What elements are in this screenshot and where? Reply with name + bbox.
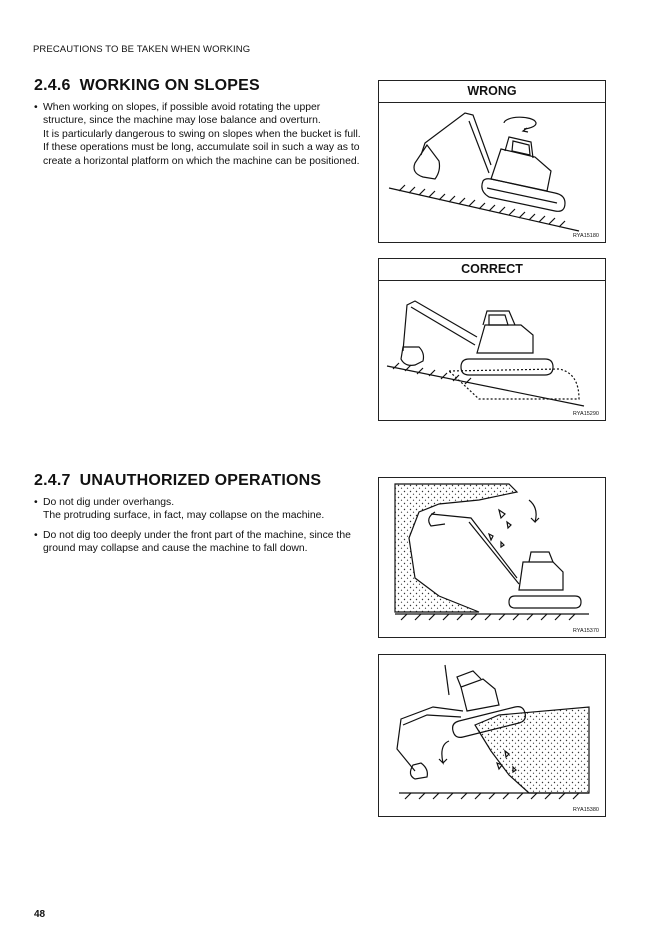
slopes-text-block [34,101,364,174]
figure-code: RYA15290 [572,411,599,417]
bullet-item [34,101,364,168]
figure-code: RYA15370 [572,628,599,634]
figure-code: RYA15180 [572,233,599,239]
bullet-item [34,496,364,523]
excavator-on-slope-illustration [379,103,605,242]
unauthorized-text-block [34,496,364,562]
page-number: 48 [34,909,46,920]
figure-dig-too-deep [378,654,606,817]
paragraph: It is particularly dangerous to swing on slopes when the bucket is full. [43,128,361,140]
figure-code: RYA15380 [572,807,599,813]
section-title: UNAUTHORIZED OPERATIONS [79,472,322,489]
running-header: PRECAUTIONS TO BE TAKEN WHEN WORKING [33,44,251,55]
figure-wrong [378,80,606,243]
figure-overhang [378,477,606,638]
section-number: 2.4.7 [34,472,71,489]
bullet-item [34,529,364,556]
digging-too-deep-illustration [379,655,605,816]
paragraph: If these operations must be long, accumulate soil in such a way as to create a horizontal platform on which the machine can be positioned. [43,142,360,167]
figure-caption: CORRECT [379,259,605,281]
paragraph: • Do not dig too deeply under the front part of the machine, since the ground may collapse and cause the machine to fall down. [43,529,351,555]
figure-caption: WRONG [379,81,605,103]
paragraph: • Do not dig under overhangs. [43,497,175,508]
section-title: WORKING ON SLOPES [79,77,260,94]
digging-under-overhang-illustration [379,478,605,637]
paragraph: • When working on slopes, if possible avoid rotating the upper structure, since the machine may lose balance and overturn. [43,102,321,127]
paragraph: The protruding surface, in fact, may collapse on the machine. [43,510,325,522]
section-number: 2.4.6 [34,77,71,94]
section-heading-unauthorized-operations [34,472,321,490]
section-heading-working-on-slopes [34,77,260,95]
figure-correct [378,258,606,421]
excavator-on-platform-illustration [379,281,605,420]
